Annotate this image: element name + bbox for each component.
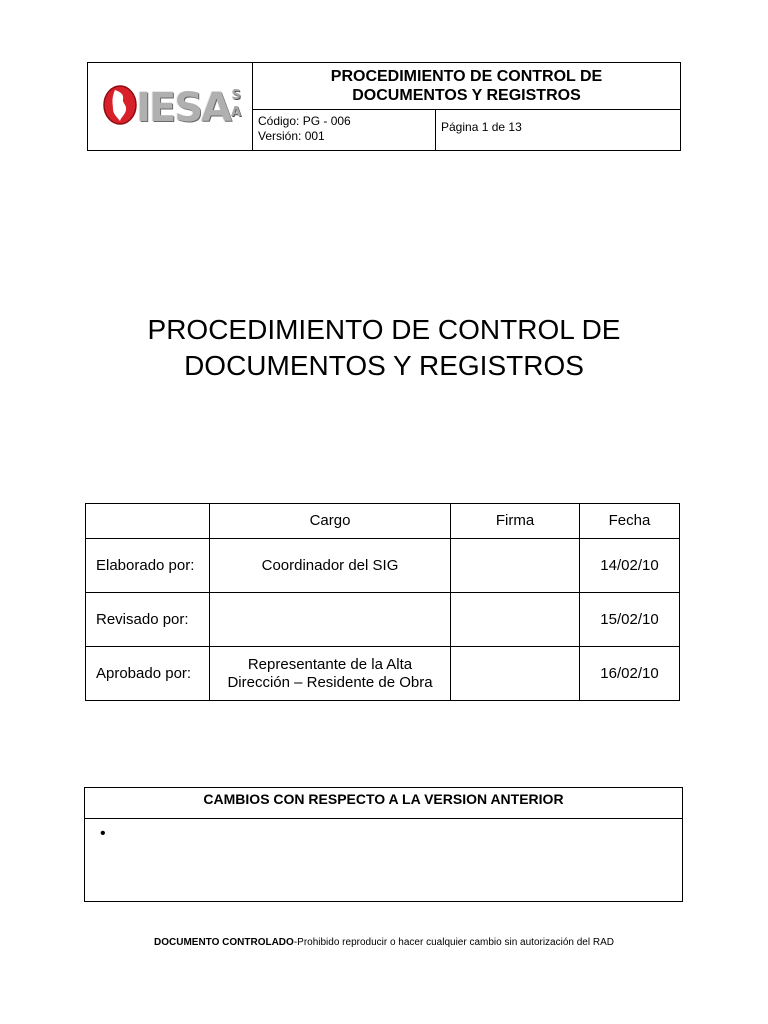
- header-cell-firma: Firma: [451, 504, 580, 539]
- row-label: Elaborado por:: [86, 539, 210, 593]
- document-version: Versión: 001: [258, 129, 325, 143]
- logo-suffix: [229, 87, 243, 121]
- header-cell-fecha: Fecha: [580, 504, 680, 539]
- row-label: Revisado por:: [86, 593, 210, 647]
- changes-heading: CAMBIOS CON RESPECTO A LA VERSION ANTERIOR: [85, 788, 682, 819]
- firma-cell: [451, 539, 580, 593]
- header-title-line1: PROCEDIMIENTO DE CONTROL DE: [330, 68, 603, 85]
- approval-header-row: [86, 504, 680, 539]
- page-title: [0, 312, 768, 384]
- cargo-cell: [210, 647, 451, 701]
- footer-text: -Prohibido reproducir o hacer cualquier cambio sin autorización del RAD: [293, 937, 614, 948]
- company-logo: [96, 72, 246, 142]
- header-title-line2: DOCUMENTOS Y REGISTROS: [352, 87, 581, 104]
- code-version-cell: [253, 110, 436, 151]
- footer-notice: [0, 937, 768, 948]
- fecha-cell: 14/02/10: [580, 539, 680, 593]
- fecha-cell: 16/02/10: [580, 647, 680, 701]
- table-row: [86, 539, 680, 593]
- row-label: Aprobado por:: [86, 647, 210, 701]
- approval-table: [85, 503, 680, 701]
- table-row: [86, 647, 680, 701]
- changes-box: [84, 787, 683, 902]
- table-row: [86, 593, 680, 647]
- logo-wordmark: IESA: [136, 84, 230, 131]
- globe-icon: [102, 84, 138, 126]
- bullet-point: •: [100, 825, 106, 842]
- fecha-cell: 15/02/10: [580, 593, 680, 647]
- logo-suffix-a: A: [230, 104, 242, 120]
- cargo-cell: [210, 539, 451, 593]
- header-cell-cargo: Cargo: [210, 504, 451, 539]
- page-number: [436, 110, 681, 151]
- cargo-line: Coordinador del SIG: [261, 556, 399, 574]
- cargo-line: Representante de la Alta: [247, 655, 413, 673]
- cargo-cell: [210, 593, 451, 647]
- cargo-line: Dirección – Residente de Obra: [227, 673, 433, 691]
- document-header: [87, 62, 681, 151]
- firma-cell: [451, 647, 580, 701]
- page-title-line1: PROCEDIMIENTO DE CONTROL DE: [147, 314, 621, 345]
- page-title-line2: DOCUMENTOS Y REGISTROS: [184, 350, 584, 381]
- document-code: Código: PG - 006: [258, 114, 351, 128]
- logo-cell: [88, 63, 253, 151]
- header-title: [253, 63, 681, 110]
- firma-cell: [451, 593, 580, 647]
- footer-bold: DOCUMENTO CONTROLADO: [154, 937, 294, 948]
- page-number-text: Página 1 de 13: [441, 120, 522, 134]
- header-cell-empty: [86, 504, 210, 539]
- logo-suffix-s: S: [231, 87, 241, 103]
